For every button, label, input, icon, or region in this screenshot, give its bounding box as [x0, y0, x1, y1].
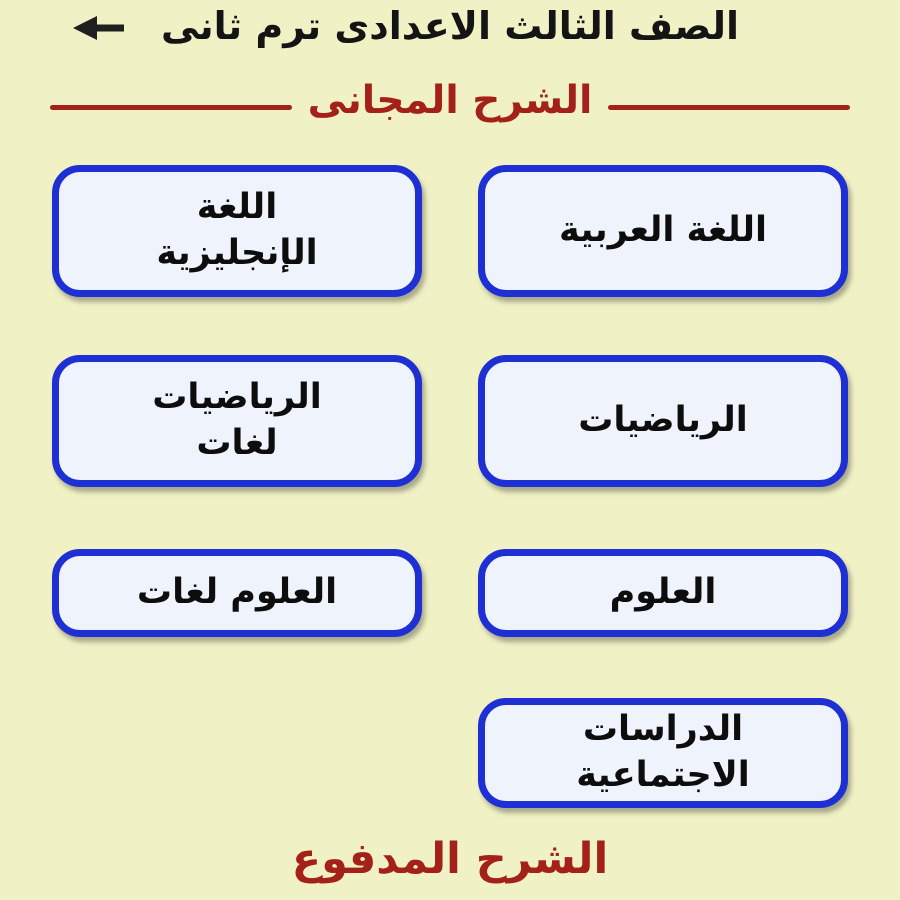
app-header — [0, 0, 900, 48]
subject-button-math-languages[interactable] — [52, 355, 422, 487]
subjects-grid — [0, 165, 900, 808]
free-section-title: الشرح المجانى — [307, 77, 593, 123]
subject-button-science-languages[interactable] — [52, 549, 422, 637]
subjects-row-4 — [52, 698, 848, 808]
subject-button-english[interactable] — [52, 165, 422, 297]
subject-button-social-studies[interactable] — [478, 698, 848, 808]
subject-button-label: العلوم — [609, 572, 717, 613]
subject-button-arabic[interactable] — [478, 165, 848, 297]
subjects-row-3 — [52, 549, 848, 637]
subject-button-label: اللغة الإنجليزية — [156, 187, 318, 273]
back-button[interactable] — [62, 8, 134, 48]
subject-button-label: اللغة العربية — [559, 210, 767, 251]
subjects-row-1 — [52, 165, 848, 297]
subject-button-label: العلوم لغات — [136, 572, 338, 613]
page-title: الصف الثالث الاعدادى ترم ثانى — [160, 4, 740, 48]
free-section-heading — [0, 78, 900, 123]
paid-section-heading: الشرح المدفوع — [291, 833, 609, 884]
subject-button-label: الرياضيات — [578, 400, 748, 441]
subject-button-label: الدراسات الاجتماعية — [576, 709, 750, 795]
subject-button-science[interactable] — [478, 549, 848, 637]
heading-rule-left — [50, 105, 292, 110]
subject-button-label: الرياضيات لغات — [152, 377, 322, 463]
heading-rule-right — [608, 105, 850, 110]
subjects-row-2 — [52, 355, 848, 487]
arrow-left-icon — [66, 32, 130, 47]
subject-button-math[interactable] — [478, 355, 848, 487]
